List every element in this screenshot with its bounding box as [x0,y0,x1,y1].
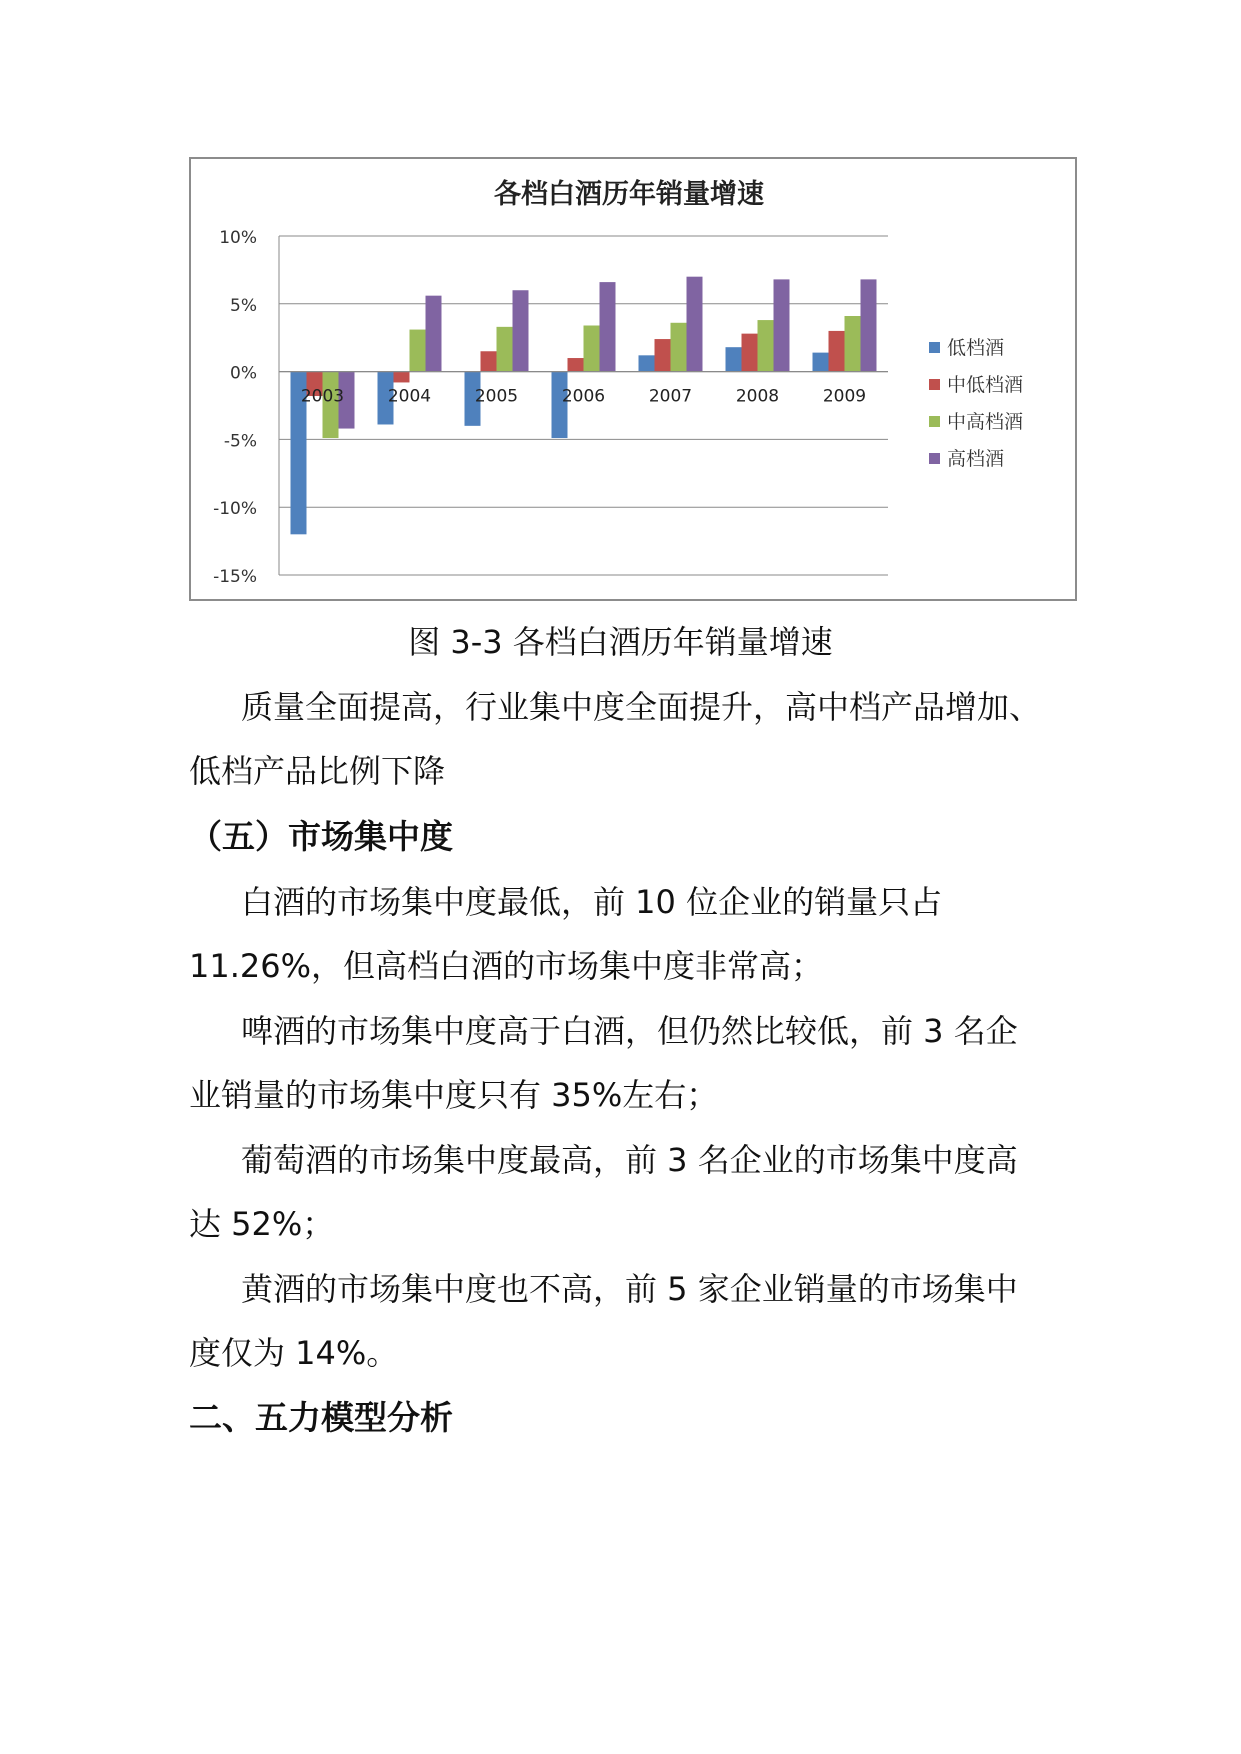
paragraph-3-line-2 [189,1063,1069,1127]
chart-frame [189,157,1077,601]
bar [394,372,410,383]
x-tick-label: 2009 [822,386,867,407]
paragraph-3-line-1 [189,999,1069,1063]
paragraph-1-line-2 [189,739,1069,803]
figure-caption: 图 3-3 各档白酒历年销量增速 [408,623,833,661]
section-heading-5: （五）市场集中度 [189,817,453,856]
x-tick-label: 2003 [300,386,345,407]
legend-swatch [929,379,940,390]
legend-swatch [929,453,940,464]
text: 低档产品比例下降 [189,752,446,790]
text: 葡萄酒的市场集中度最高，前 3 名企业的市场集中度高 [241,1141,1018,1179]
text: 黄酒的市场集中度也不高，前 5 家企业销量的市场集中 [241,1270,1018,1308]
legend-swatch [929,416,940,427]
legend-label: 中高档酒 [947,411,1024,433]
bar [639,355,655,371]
x-tick-label: 2007 [648,386,693,407]
y-tick-label: -10% [213,499,257,520]
x-tick-label: 2006 [561,386,606,407]
legend-label: 低档酒 [947,337,1005,359]
bar [671,323,687,372]
bar [513,290,529,371]
text: 达 52%； [189,1205,335,1243]
bar-chart [191,159,1075,599]
paragraph-1-line-1 [189,675,1069,739]
text: 业销量的市场集中度只有 35%左右； [189,1076,719,1114]
text: 啤酒的市场集中度高于白酒，但仍然比较低，前 3 名企 [241,1012,1018,1050]
paragraph-4-line-2 [189,1192,1069,1256]
bar [426,296,442,372]
legend-swatch [929,342,940,353]
y-tick-label: 10% [219,228,257,248]
chart-title: 各档白酒历年销量增速 [494,179,764,210]
bar [655,339,671,372]
bar [742,334,758,372]
bar [861,279,877,371]
text: 质量全面提高，行业集中度全面提升，高中档产品增加、 [241,688,1042,726]
bar [758,320,774,372]
y-tick-label: -5% [223,431,257,452]
text: 白酒的市场集中度最低，前 10 位企业的销量只占 [241,883,943,921]
x-tick-label: 2008 [735,386,780,407]
bar [600,282,616,371]
bar [481,351,497,371]
y-tick-label: 0% [230,363,257,384]
bar [568,358,584,372]
bar [497,327,513,372]
paragraph-5-line-2 [189,1321,1069,1385]
text: 度仅为 14%。 [189,1334,399,1372]
bar [584,325,600,371]
legend-label: 中低档酒 [947,374,1024,396]
bar [829,331,845,372]
x-tick-label: 2004 [387,386,432,407]
legend [929,337,1023,470]
bar [813,353,829,372]
text: 11.26%，但高档白酒的市场集中度非常高； [189,947,824,985]
y-axis-ticks [213,228,257,587]
bar [410,330,426,372]
bar [845,316,861,372]
legend-label: 高档酒 [947,448,1005,470]
y-tick-label: -15% [213,567,257,587]
y-tick-label: 5% [230,295,257,316]
paragraph-4-line-1 [189,1128,1069,1192]
paragraph-5-line-1 [189,1257,1069,1321]
bar [726,347,742,371]
paragraph-2-line-1 [189,870,1069,934]
bar [687,277,703,372]
section-heading-2: 二、五力模型分析 [189,1398,453,1437]
paragraph-2-line-2 [189,934,1069,998]
x-tick-label: 2005 [474,386,519,407]
bar [774,279,790,371]
